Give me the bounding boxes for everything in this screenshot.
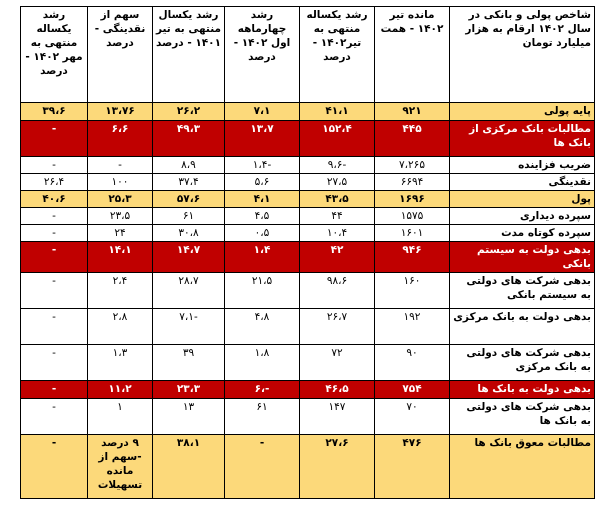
four-month-cell: -	[225, 435, 300, 499]
yoy-mehr-cell: -	[21, 225, 88, 242]
table-row	[21, 399, 595, 435]
yoy-prev-cell: ۳۹	[153, 345, 225, 381]
row-label: بدهی دولت به بانک مرکزی	[450, 309, 595, 345]
share-cell: ۲،۸	[88, 309, 153, 345]
row-label: پایه پولی	[450, 103, 595, 121]
yoy-mehr-cell: ۳۹،۶	[21, 103, 88, 121]
share-cell: ۲۵،۳	[88, 191, 153, 208]
row-label: بدهی شرکت های دولتی به بانک ها	[450, 399, 595, 435]
balance-cell: ۱۶۰۱	[375, 225, 450, 242]
yoy-prev-cell: ۳۸،۱	[153, 435, 225, 499]
yoy-prev-cell: ۳۷،۴	[153, 174, 225, 191]
row-label: نقدینگی	[450, 174, 595, 191]
share-cell: ۱۴،۱	[88, 242, 153, 273]
row-label: مطالبات معوق بانک ها	[450, 435, 595, 499]
header-yoy-mehr-column: رشد یکساله منتهی به مهر ۱۴۰۲ - درصد	[21, 7, 88, 103]
share-cell: -	[88, 157, 153, 174]
four-month-cell: ۷،۱	[225, 103, 300, 121]
table-row	[21, 208, 595, 225]
four-month-cell: ۱۳،۷	[225, 121, 300, 157]
four-month-cell: ۲۱،۵	[225, 273, 300, 309]
yoy-cell: ۱۴۷	[300, 399, 375, 435]
yoy-cell: ۲۷،۵	[300, 174, 375, 191]
four-month-cell: -،۶	[225, 381, 300, 399]
yoy-mehr-cell: -	[21, 121, 88, 157]
row-label: بدهی شرکت های دولتی به بانک مرکزی	[450, 345, 595, 381]
four-month-cell: ۶۱	[225, 399, 300, 435]
header-share-column: سهم از نقدینگی - درصد	[88, 7, 153, 103]
yoy-cell: ۱۵۲،۴	[300, 121, 375, 157]
table-row	[21, 121, 595, 157]
table-row	[21, 225, 595, 242]
yoy-mehr-cell: -	[21, 242, 88, 273]
row-label: بدهی دولت به بانک ها	[450, 381, 595, 399]
table-row	[21, 381, 595, 399]
yoy-cell: ۴۲	[300, 242, 375, 273]
balance-cell: ۹۲۱	[375, 103, 450, 121]
yoy-mehr-cell: -	[21, 399, 88, 435]
balance-cell: ۱۶۹۶	[375, 191, 450, 208]
share-cell: ۲۳،۵	[88, 208, 153, 225]
table-row	[21, 157, 595, 174]
monetary-indicators-table	[20, 6, 595, 499]
yoy-prev-cell: ۸،۹	[153, 157, 225, 174]
balance-cell: ۹۰	[375, 345, 450, 381]
yoy-prev-cell: ۴۹،۳	[153, 121, 225, 157]
share-cell: ۱۱،۲	[88, 381, 153, 399]
header-four-month-column: رشد چهارماهه اول ۱۴۰۲ - درصد	[225, 7, 300, 103]
yoy-cell: ۷۲	[300, 345, 375, 381]
yoy-prev-cell: ۳۰،۸	[153, 225, 225, 242]
row-label: بدهی شرکت های دولتی به سیستم بانکی	[450, 273, 595, 309]
balance-cell: ۷۰	[375, 399, 450, 435]
balance-cell: ۶۶۹۴	[375, 174, 450, 191]
four-month-cell: -۱،۴	[225, 157, 300, 174]
header-yoy-column: رشد یکساله منتهی به تیر۱۴۰۲ - درصد	[300, 7, 375, 103]
yoy-cell: ۴۱،۱	[300, 103, 375, 121]
balance-cell: ۴۴۵	[375, 121, 450, 157]
yoy-mehr-cell: -	[21, 157, 88, 174]
balance-cell: ۱۶۰	[375, 273, 450, 309]
share-cell: ۱۰۰	[88, 174, 153, 191]
table-row	[21, 174, 595, 191]
yoy-mehr-cell: -	[21, 435, 88, 499]
four-month-cell: ۴،۵	[225, 208, 300, 225]
four-month-cell: ۱،۸	[225, 345, 300, 381]
yoy-mehr-cell: -	[21, 345, 88, 381]
share-cell: ۲،۴	[88, 273, 153, 309]
yoy-cell: ۱۰،۴	[300, 225, 375, 242]
yoy-mehr-cell: -	[21, 381, 88, 399]
balance-cell: ۴۷۶	[375, 435, 450, 499]
table-row	[21, 242, 595, 273]
yoy-cell: ۹۸،۶	[300, 273, 375, 309]
share-cell: ۱۳،۷۶	[88, 103, 153, 121]
row-label: بدهی دولت به سیستم بانکی	[450, 242, 595, 273]
table-row	[21, 345, 595, 381]
table-body	[21, 103, 595, 499]
row-label: سپرده دیداری	[450, 208, 595, 225]
header-yoy-prev-column: رشد یکسال منتهی به تیر ۱۴۰۱ - درصد	[153, 7, 225, 103]
table-row	[21, 273, 595, 309]
yoy-prev-cell: ۵۷،۶	[153, 191, 225, 208]
yoy-cell: ۴۳،۵	[300, 191, 375, 208]
table-row	[21, 309, 595, 345]
yoy-prev-cell: ۱۴،۷	[153, 242, 225, 273]
yoy-mehr-cell: ۴۰،۶	[21, 191, 88, 208]
balance-cell: ۱۵۷۵	[375, 208, 450, 225]
yoy-prev-cell: ۲۸،۷	[153, 273, 225, 309]
header-label-column: شاخص پولی و بانکی در سال ۱۴۰۲ ارقام به هزار میلیارد تومان	[450, 7, 595, 103]
row-label: سپرده کوتاه مدت	[450, 225, 595, 242]
yoy-cell: ۲۷،۶	[300, 435, 375, 499]
four-month-cell: ۱،۴	[225, 242, 300, 273]
yoy-prev-cell: ۶۱	[153, 208, 225, 225]
yoy-mehr-cell: -	[21, 273, 88, 309]
row-label: پول	[450, 191, 595, 208]
balance-cell: ۷،۲۶۵	[375, 157, 450, 174]
yoy-mehr-cell: -	[21, 208, 88, 225]
balance-cell: ۹۴۶	[375, 242, 450, 273]
balance-cell: ۷۵۴	[375, 381, 450, 399]
yoy-prev-cell: -۷،۱	[153, 309, 225, 345]
table-row	[21, 435, 595, 499]
yoy-mehr-cell: -	[21, 309, 88, 345]
yoy-cell: ۴۴	[300, 208, 375, 225]
four-month-cell: ۵،۶	[225, 174, 300, 191]
table-row	[21, 191, 595, 208]
share-cell: ۹ درصد -سهم از مانده تسهیلات	[88, 435, 153, 499]
row-label: مطالبات بانک مرکزی از بانک ها	[450, 121, 595, 157]
table-row	[21, 103, 595, 121]
yoy-prev-cell: ۱۳	[153, 399, 225, 435]
share-cell: ۲۴	[88, 225, 153, 242]
share-cell: ۱،۳	[88, 345, 153, 381]
header-row	[21, 7, 595, 103]
four-month-cell: ۰،۵	[225, 225, 300, 242]
four-month-cell: ۴،۸	[225, 309, 300, 345]
monetary-indicators-table-wrapper	[20, 6, 594, 499]
yoy-cell: ۲۶،۷	[300, 309, 375, 345]
yoy-cell: ۴۶،۵	[300, 381, 375, 399]
yoy-prev-cell: ۲۶،۲	[153, 103, 225, 121]
row-label: ضریب فزاینده	[450, 157, 595, 174]
yoy-prev-cell: ۲۳،۳	[153, 381, 225, 399]
header-balance-column: مانده تیر ۱۴۰۲ - همت	[375, 7, 450, 103]
yoy-cell: -۹،۶	[300, 157, 375, 174]
share-cell: ۶،۶	[88, 121, 153, 157]
share-cell: ۱	[88, 399, 153, 435]
four-month-cell: ۴،۱	[225, 191, 300, 208]
balance-cell: ۱۹۲	[375, 309, 450, 345]
yoy-mehr-cell: ۲۶،۴	[21, 174, 88, 191]
